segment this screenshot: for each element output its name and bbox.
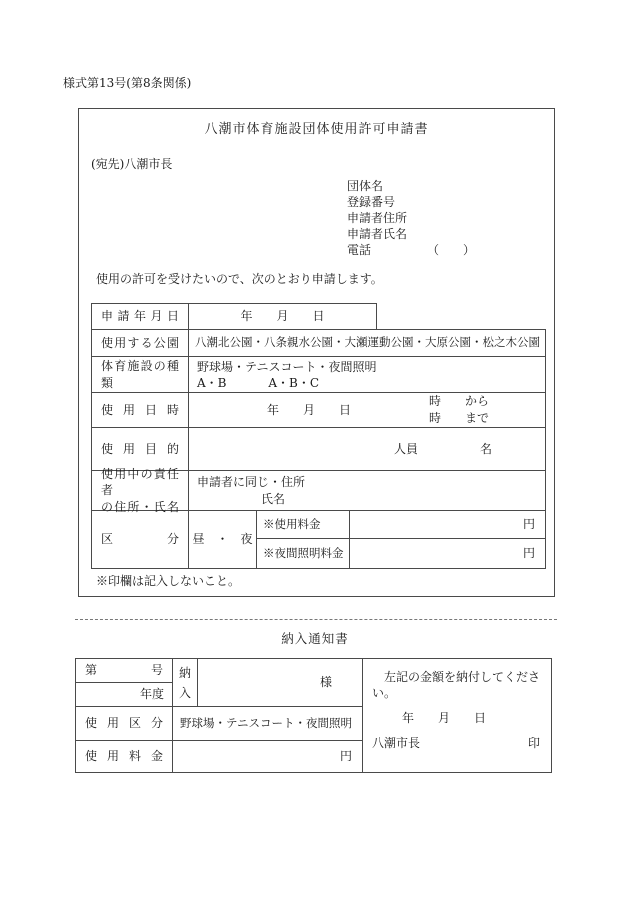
notice-use-division-value: 野球場・テニスコート・夜間照明 <box>180 715 353 730</box>
purpose-label: 使用目的 <box>101 441 179 456</box>
row-night-fee <box>257 539 545 568</box>
tel-parentheses: （ ） <box>427 243 476 257</box>
division-label-cell <box>92 511 189 568</box>
purpose-label-cell <box>92 428 189 470</box>
park-label: 使用する公園 <box>101 335 179 350</box>
row-facility-type <box>92 357 545 393</box>
row-use-datetime <box>92 393 545 428</box>
nonyu-char-top: 納 <box>178 665 191 680</box>
manager-name-label: 氏名 <box>261 491 286 506</box>
notice-use-division-label: 使用区分 <box>85 716 163 731</box>
row-park <box>92 330 545 357</box>
manager-same-as-applicant: 申請者に同じ・住所 <box>197 474 306 489</box>
addressee: (宛先)八潮市長 <box>91 157 173 171</box>
applicant-fields <box>347 178 475 258</box>
field-applicant-name: 申請者氏名 <box>347 227 408 241</box>
form-number: 様式第13号(第8条関係) <box>63 76 192 90</box>
use-time-blank <box>429 393 489 427</box>
dashed-separator-line <box>75 619 557 620</box>
field-tel <box>347 242 475 258</box>
facility-value <box>189 357 545 392</box>
notice-title: 納入通知書 <box>281 631 349 646</box>
notice-usage-fee-unit: 円 <box>339 749 352 764</box>
notice-nonyu-cell <box>173 659 198 706</box>
notice-row-number <box>76 659 362 707</box>
application-date-label: 申請年月日 <box>101 309 179 324</box>
notice-right-panel <box>363 659 551 772</box>
manager-value <box>189 471 545 510</box>
facility-line2 <box>197 375 319 391</box>
field-group-name: 団体名 <box>347 179 384 193</box>
field-applicant-address: 申請者住所 <box>347 211 408 225</box>
use-time-to: 時 まで <box>429 411 490 425</box>
manager-label-line2: の住所・氏名 <box>101 499 179 514</box>
row-manager <box>92 467 545 514</box>
purpose-personnel-label: 人員 <box>394 441 419 456</box>
use-datetime-label-cell <box>92 393 189 427</box>
tel-label: 電話 <box>347 243 372 257</box>
use-time-from: 時 から <box>429 394 490 408</box>
notice-use-division-label-cell <box>76 707 173 740</box>
notice-number-cell <box>76 659 173 706</box>
park-label-cell <box>92 330 189 356</box>
declaration-text: 使用の許可を受けたいので、次のとおり申請します。 <box>96 272 383 286</box>
use-datetime-label: 使用日時 <box>101 402 179 417</box>
mayor-signature-line <box>372 735 543 751</box>
notice-left-section <box>76 659 363 772</box>
facility-option-abc: A・B・C <box>268 375 319 390</box>
park-value: 八潮北公園・八条親水公園・大瀬運動公園・大原公園・松之木公園 <box>195 335 540 350</box>
use-date-blank: 年 月 日 <box>266 402 351 417</box>
manager-label-line1: 使用中の責任者 <box>101 467 179 498</box>
application-date-value: 年 月 日 <box>240 309 325 324</box>
notice-fiscal-year-label: 年度 <box>139 687 164 702</box>
notice-row-usage-fee <box>76 741 362 772</box>
notice-number-suffix: 号 <box>150 663 163 678</box>
note-text: ※印欄は記入しないこと。 <box>96 574 241 588</box>
field-registration-no: 登録番号 <box>347 195 396 209</box>
night-fee-unit: 円 <box>522 546 535 561</box>
use-datetime-value <box>189 393 545 427</box>
notice-date-blank: 年 月 日 <box>402 711 487 725</box>
row-application-date <box>91 303 377 330</box>
application-table <box>91 329 546 569</box>
notice-usage-fee-label: 使用料金 <box>85 749 163 764</box>
row-usage-fee <box>257 511 545 539</box>
night-fee-label: ※夜間照明料金 <box>257 539 350 568</box>
usage-fee-unit: 円 <box>522 517 535 532</box>
division-label: 区分 <box>101 532 179 547</box>
facility-label: 体育施設の種類 <box>101 359 179 390</box>
row-purpose <box>92 428 545 471</box>
division-value: 昼 ・ 夜 <box>189 511 257 568</box>
application-title: 八潮市体育施設団体使用許可申請書 <box>204 122 429 137</box>
nonyu-char-bottom: 入 <box>178 685 191 700</box>
notice-table <box>75 658 552 773</box>
payment-message: 左記の金額を納付してください。 <box>372 670 541 700</box>
notice-row-use-division <box>76 707 362 741</box>
facility-option-ab: A・B <box>197 375 227 390</box>
notice-payer-sama: 様 <box>319 675 332 690</box>
facility-label-cell <box>92 357 189 392</box>
notice-number-prefix: 第 <box>85 663 98 678</box>
application-date-label-cell <box>92 304 189 329</box>
seal-placeholder: 印 <box>527 736 540 750</box>
row-division <box>92 511 545 568</box>
facility-line1: 野球場・テニスコート・夜間照明 <box>197 359 377 374</box>
usage-fee-label: ※使用料金 <box>257 511 350 538</box>
fees-column <box>257 511 545 568</box>
mayor-label: 八潮市長 <box>372 736 421 750</box>
application-box <box>78 108 555 597</box>
notice-number-blank <box>76 659 172 683</box>
manager-label-cell <box>92 467 189 514</box>
purpose-value <box>189 428 545 470</box>
notice-usage-fee-label-cell <box>76 741 173 772</box>
purpose-personnel-unit: 名 <box>480 441 493 456</box>
